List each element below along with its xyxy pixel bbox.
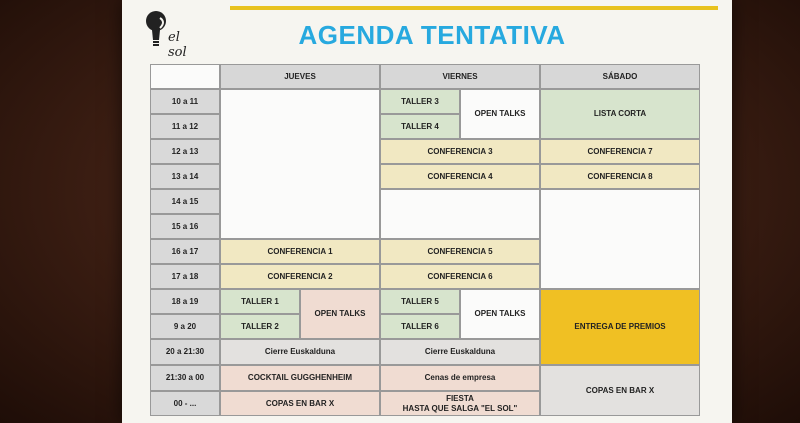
- time-slot: 13 a 14: [150, 164, 220, 189]
- header-jueves: JUEVES: [220, 64, 380, 89]
- viernes-fiesta: [380, 391, 540, 416]
- viernes-cenas: Cenas de empresa: [380, 365, 540, 391]
- header-viernes: VIERNES: [380, 64, 540, 89]
- time-slot: 17 a 18: [150, 264, 220, 289]
- time-slot: 10 a 11: [150, 89, 220, 114]
- sabado-lista-corta: LISTA CORTA: [540, 89, 700, 139]
- jueves-taller-1: TALLER 1: [220, 289, 300, 314]
- time-slot: 14 a 15: [150, 189, 220, 214]
- viernes-open-talks-am: OPEN TALKS: [460, 89, 540, 139]
- time-slot: 15 a 16: [150, 214, 220, 239]
- fiesta-line-1: FIESTA: [446, 393, 474, 403]
- viernes-empty-block: [380, 189, 540, 239]
- sabado-conferencia-7: CONFERENCIA 7: [540, 139, 700, 164]
- viernes-conferencia-5: CONFERENCIA 5: [380, 239, 540, 264]
- time-slot: 12 a 13: [150, 139, 220, 164]
- slide: [122, 0, 732, 423]
- logo-text: el sol: [168, 30, 187, 60]
- time-slot: 18 a 19: [150, 289, 220, 314]
- viernes-conferencia-3: CONFERENCIA 3: [380, 139, 540, 164]
- corner-cell: [150, 64, 220, 89]
- time-slot: 00 - ...: [150, 391, 220, 416]
- jueves-conferencia-2: CONFERENCIA 2: [220, 264, 380, 289]
- time-slot: 21:30 a 00: [150, 365, 220, 391]
- jueves-cocktail: COCKTAIL GUGGHENHEIM: [220, 365, 380, 391]
- time-slot: 9 a 20: [150, 314, 220, 339]
- fiesta-line-2: HASTA QUE SALGA "EL SOL": [402, 403, 518, 413]
- sabado-empty-block: [540, 189, 700, 289]
- jueves-cierre: Cierre Euskalduna: [220, 339, 380, 365]
- page-title: AGENDA TENTATIVA: [298, 20, 566, 50]
- top-accent-bar: [230, 6, 718, 10]
- viernes-taller-4: TALLER 4: [380, 114, 460, 139]
- viernes-taller-5: TALLER 5: [380, 289, 460, 314]
- viernes-taller-6: TALLER 6: [380, 314, 460, 339]
- jueves-conferencia-1: CONFERENCIA 1: [220, 239, 380, 264]
- time-slot: 20 a 21:30: [150, 339, 220, 365]
- time-slot: 16 a 17: [150, 239, 220, 264]
- sabado-entrega-premios: ENTREGA DE PREMIOS: [540, 289, 700, 365]
- viernes-conferencia-6: CONFERENCIA 6: [380, 264, 540, 289]
- jueves-copas: COPAS EN BAR X: [220, 391, 380, 416]
- viernes-open-talks-pm: OPEN TALKS: [460, 289, 540, 339]
- jueves-open-talks: OPEN TALKS: [300, 289, 380, 339]
- viernes-cierre: Cierre Euskalduna: [380, 339, 540, 365]
- viernes-conferencia-4: CONFERENCIA 4: [380, 164, 540, 189]
- jueves-taller-2: TALLER 2: [220, 314, 300, 339]
- time-slot: 11 a 12: [150, 114, 220, 139]
- sabado-conferencia-8: CONFERENCIA 8: [540, 164, 700, 189]
- viernes-taller-3: TALLER 3: [380, 89, 460, 114]
- sabado-copas: COPAS EN BAR X: [540, 365, 700, 416]
- logo: [138, 6, 198, 60]
- header-sabado: SÁBADO: [540, 64, 700, 89]
- jueves-empty-block: [220, 89, 380, 239]
